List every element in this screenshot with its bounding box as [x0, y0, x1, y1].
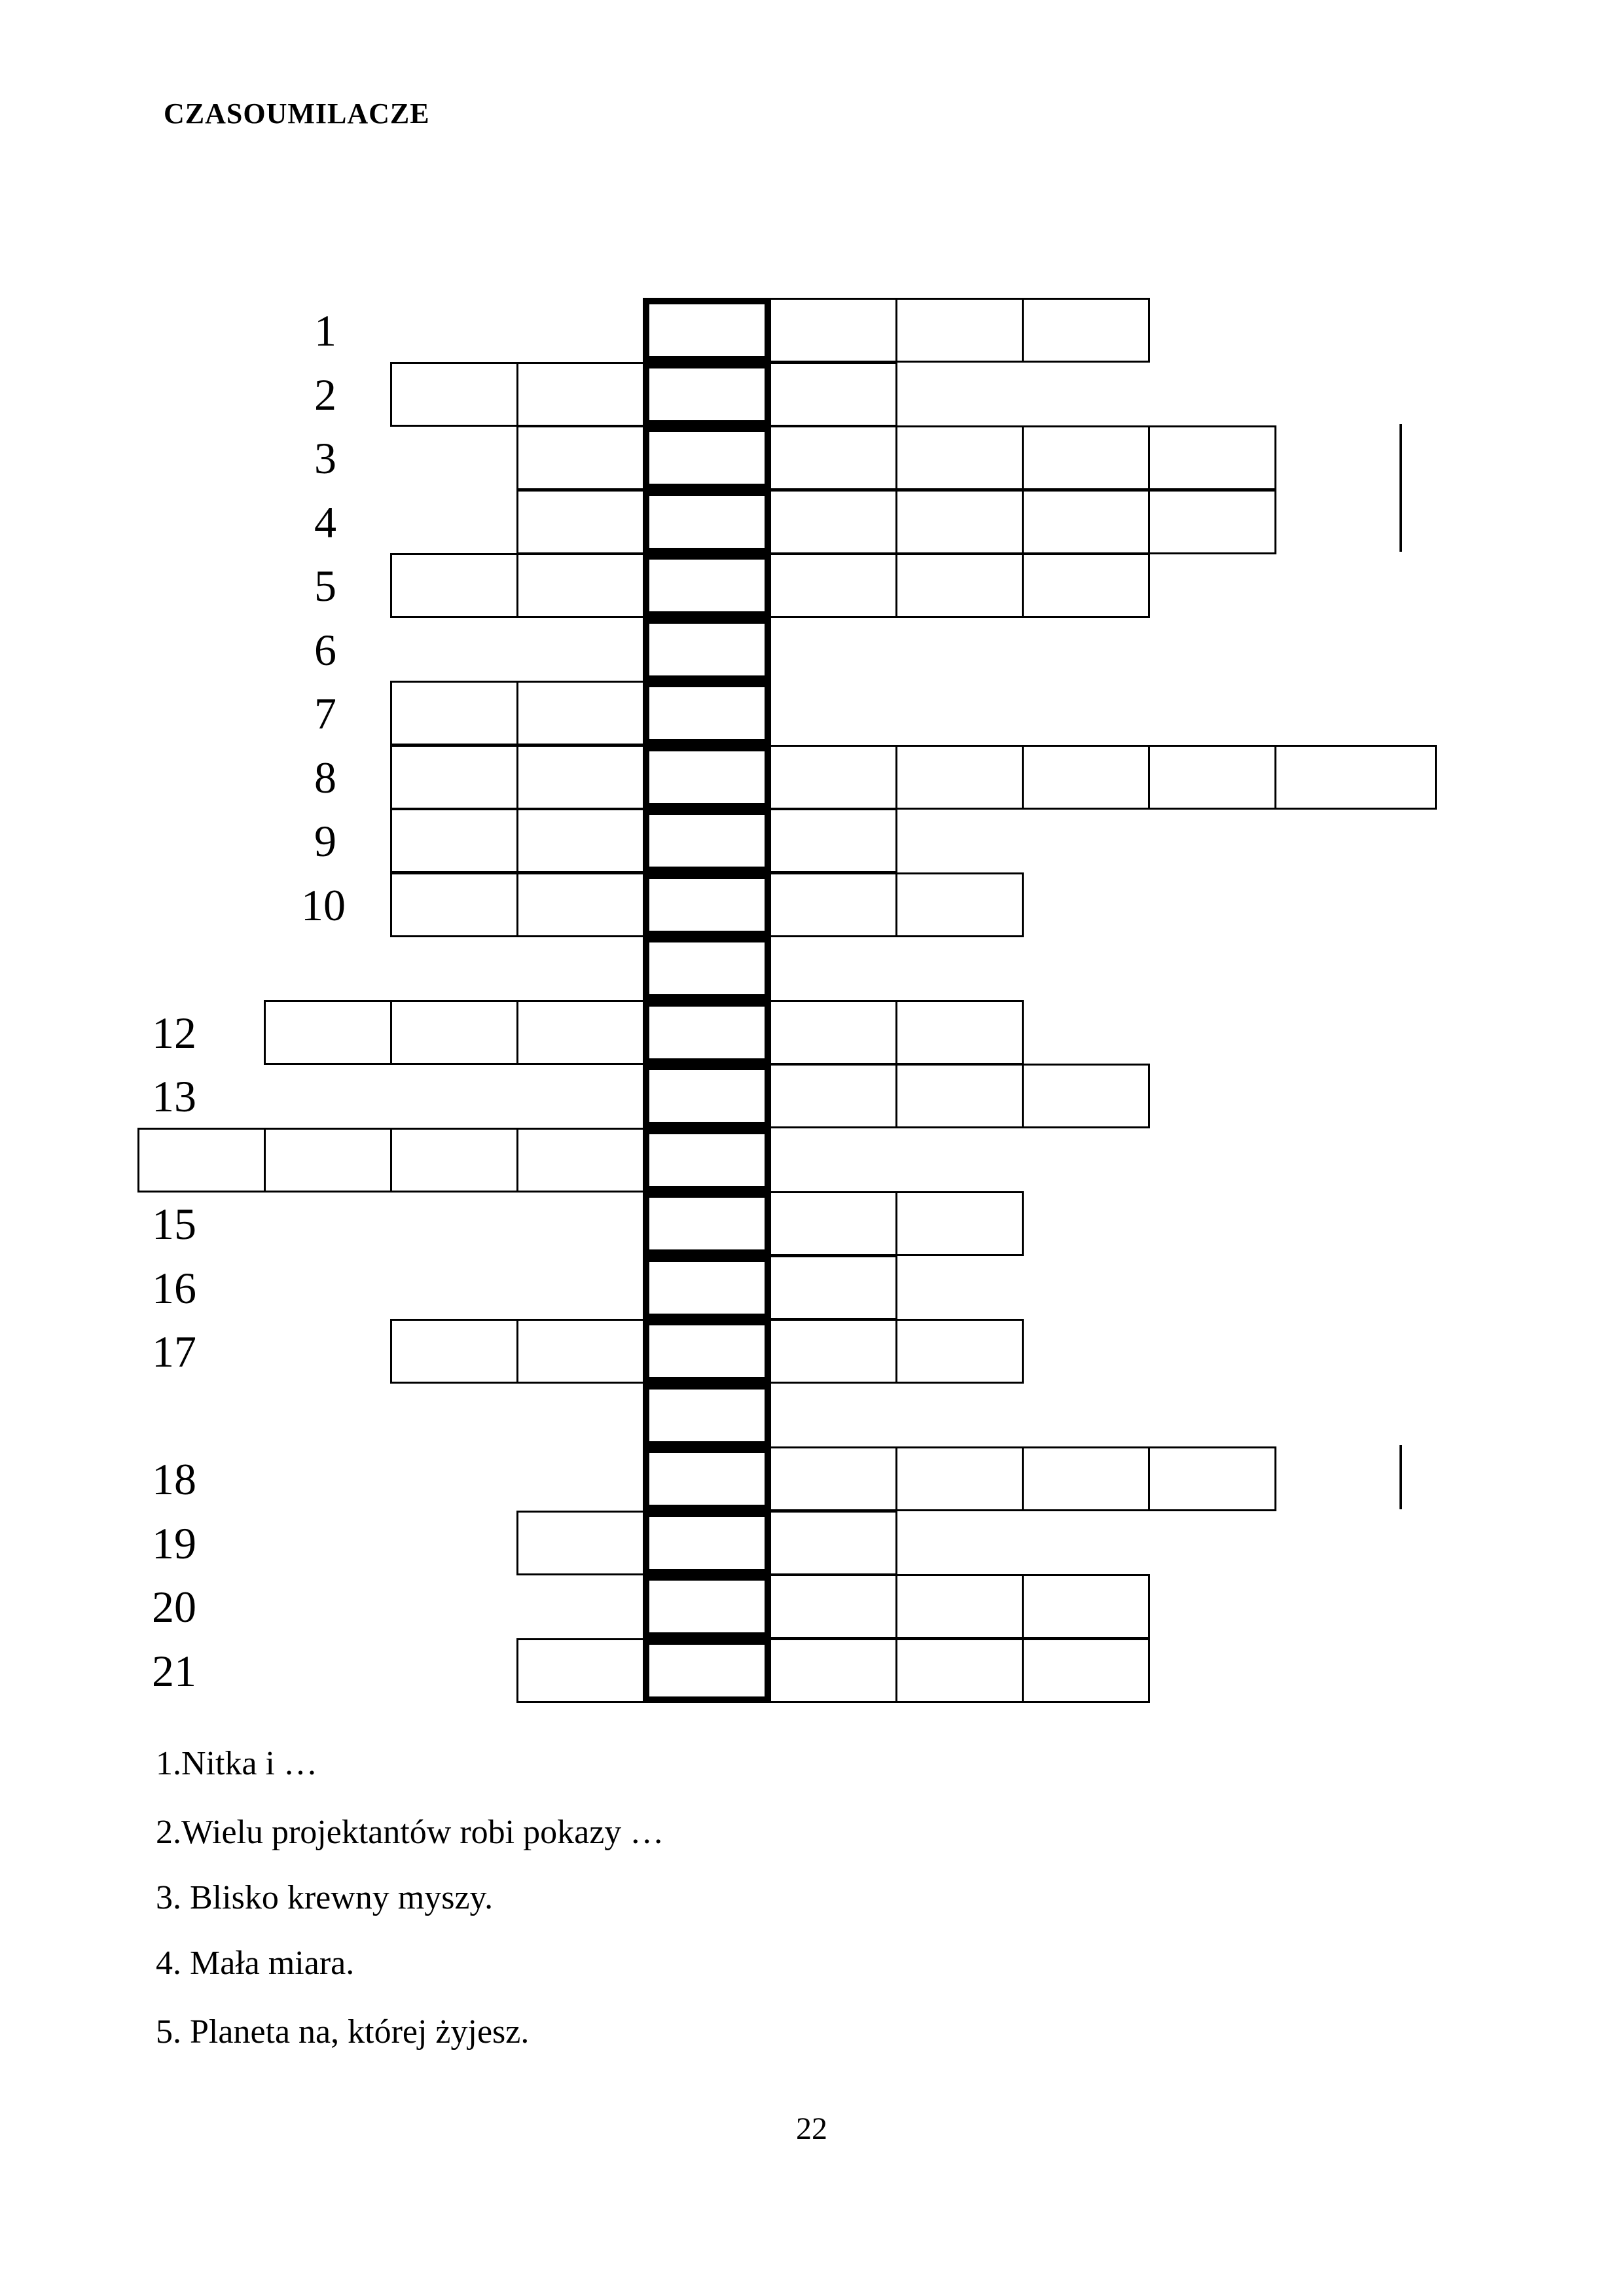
answer-cell[interactable] [390, 745, 518, 810]
answer-cell[interactable] [516, 872, 645, 937]
answer-cell[interactable] [769, 425, 897, 490]
answer-cell[interactable] [895, 425, 1024, 490]
answer-cell[interactable] [895, 553, 1024, 618]
password-cell[interactable] [643, 681, 771, 745]
answer-cell[interactable] [895, 298, 1024, 363]
answer-cell[interactable] [390, 553, 518, 618]
answer-cell[interactable] [390, 808, 518, 873]
answer-cell[interactable] [1148, 745, 1276, 810]
password-cell[interactable] [643, 1574, 771, 1639]
password-cell[interactable] [643, 490, 771, 554]
answer-cell[interactable] [264, 1000, 392, 1065]
password-cell[interactable] [643, 1446, 771, 1511]
answer-cell[interactable] [895, 1319, 1024, 1384]
password-cell[interactable] [643, 1383, 771, 1448]
clue-5: 5. Planeta na, której żyjesz. [156, 2013, 530, 2051]
answer-cell[interactable] [769, 1511, 897, 1575]
answer-cell[interactable] [390, 1128, 518, 1193]
row-number: 4 [314, 497, 336, 547]
answer-cell[interactable] [516, 1319, 645, 1384]
answer-cell[interactable] [516, 425, 645, 490]
answer-cell[interactable] [769, 298, 897, 363]
answer-cell[interactable] [264, 1128, 392, 1193]
password-cell[interactable] [643, 1064, 771, 1128]
answer-cell[interactable] [1022, 1446, 1150, 1511]
answer-cell[interactable] [137, 1128, 266, 1193]
answer-cell[interactable] [769, 1446, 897, 1511]
answer-cell[interactable] [516, 1638, 645, 1703]
answer-cell[interactable] [1022, 745, 1150, 810]
answer-cell[interactable] [390, 681, 518, 745]
answer-cell[interactable] [1022, 1574, 1150, 1639]
row-number: 2 [314, 369, 336, 420]
password-cell[interactable] [643, 362, 771, 427]
password-cell[interactable] [643, 1191, 771, 1256]
row-number: 10 [301, 880, 346, 930]
clue-2: 2.Wielu projektantów robi pokazy … [156, 1814, 664, 1851]
answer-cell[interactable] [895, 1446, 1024, 1511]
answer-cell[interactable] [390, 872, 518, 937]
password-cell[interactable] [643, 425, 771, 490]
answer-cell[interactable] [390, 1000, 518, 1065]
password-cell[interactable] [643, 808, 771, 873]
password-cell[interactable] [643, 617, 771, 682]
grid-stray-line [1399, 1445, 1402, 1509]
answer-cell[interactable] [769, 808, 897, 873]
answer-cell[interactable] [769, 1000, 897, 1065]
row-number: 1 [314, 306, 336, 355]
answer-cell[interactable] [1148, 490, 1276, 554]
grid-stray-line [1399, 424, 1402, 552]
row-number: 19 [152, 1518, 196, 1568]
answer-cell[interactable] [769, 490, 897, 554]
row-number: 5 [314, 561, 336, 611]
answer-cell[interactable] [895, 1191, 1024, 1256]
row-number: 20 [152, 1582, 196, 1632]
answer-cell[interactable] [1022, 490, 1150, 554]
password-cell[interactable] [643, 936, 771, 1001]
row-number: 16 [152, 1263, 196, 1313]
answer-cell[interactable] [516, 1128, 645, 1193]
clue-1: 1.Nitka i … [156, 1745, 317, 1782]
answer-cell[interactable] [516, 745, 645, 810]
answer-cell[interactable] [769, 1638, 897, 1703]
page-number: 22 [796, 2111, 827, 2146]
answer-cell[interactable] [516, 808, 645, 873]
answer-cell[interactable] [769, 745, 897, 810]
answer-cell[interactable] [516, 362, 645, 427]
password-cell[interactable] [643, 1638, 771, 1703]
password-cell[interactable] [643, 872, 771, 937]
answer-cell[interactable] [769, 1319, 897, 1384]
answer-cell[interactable] [1022, 1064, 1150, 1128]
password-cell[interactable] [643, 1319, 771, 1384]
row-number: 18 [152, 1454, 196, 1504]
answer-cell[interactable] [895, 1638, 1024, 1703]
page-title: CZASOUMILACZE [164, 98, 430, 130]
password-cell[interactable] [643, 1128, 771, 1193]
password-cell[interactable] [643, 553, 771, 618]
answer-cell[interactable] [390, 362, 518, 427]
answer-cell[interactable] [1148, 425, 1276, 490]
row-number: 15 [152, 1199, 196, 1249]
answer-cell[interactable] [1022, 298, 1150, 363]
row-number: 3 [314, 433, 336, 483]
answer-cell[interactable] [516, 1511, 645, 1575]
row-number: 7 [314, 689, 336, 738]
row-number: 17 [152, 1327, 196, 1376]
answer-cell[interactable] [769, 1255, 897, 1320]
password-cell[interactable] [643, 1000, 771, 1065]
row-number: 21 [152, 1645, 196, 1696]
answer-cell[interactable] [390, 1319, 518, 1384]
row-number: 9 [314, 816, 336, 866]
answer-cell[interactable] [769, 1191, 897, 1256]
answer-cell[interactable] [769, 553, 897, 618]
row-number: 8 [314, 752, 336, 802]
answer-cell[interactable] [1274, 745, 1437, 810]
answer-cell[interactable] [895, 1000, 1024, 1065]
answer-cell[interactable] [516, 1000, 645, 1065]
answer-cell[interactable] [516, 681, 645, 745]
row-number: 12 [152, 1007, 196, 1058]
answer-cell[interactable] [895, 490, 1024, 554]
answer-cell[interactable] [1022, 425, 1150, 490]
answer-cell[interactable] [769, 1574, 897, 1639]
answer-cell[interactable] [895, 1064, 1024, 1128]
answer-cell[interactable] [1022, 553, 1150, 618]
clue-3: 3. Blisko krewny myszy. [156, 1879, 494, 1916]
answer-cell[interactable] [769, 1064, 897, 1128]
row-number: 6 [314, 624, 336, 675]
answer-cell[interactable] [895, 745, 1024, 810]
password-cell[interactable] [643, 1511, 771, 1575]
answer-cell[interactable] [516, 490, 645, 554]
password-cell[interactable] [643, 1255, 771, 1320]
password-cell[interactable] [643, 298, 771, 363]
answer-cell[interactable] [769, 872, 897, 937]
answer-cell[interactable] [769, 362, 897, 427]
clue-4: 4. Mała miara. [156, 1945, 355, 1982]
answer-cell[interactable] [516, 553, 645, 618]
row-number: 13 [152, 1071, 196, 1121]
answer-cell[interactable] [1022, 1638, 1150, 1703]
answer-cell[interactable] [1148, 1446, 1276, 1511]
password-cell[interactable] [643, 745, 771, 810]
answer-cell[interactable] [895, 872, 1024, 937]
answer-cell[interactable] [895, 1574, 1024, 1639]
